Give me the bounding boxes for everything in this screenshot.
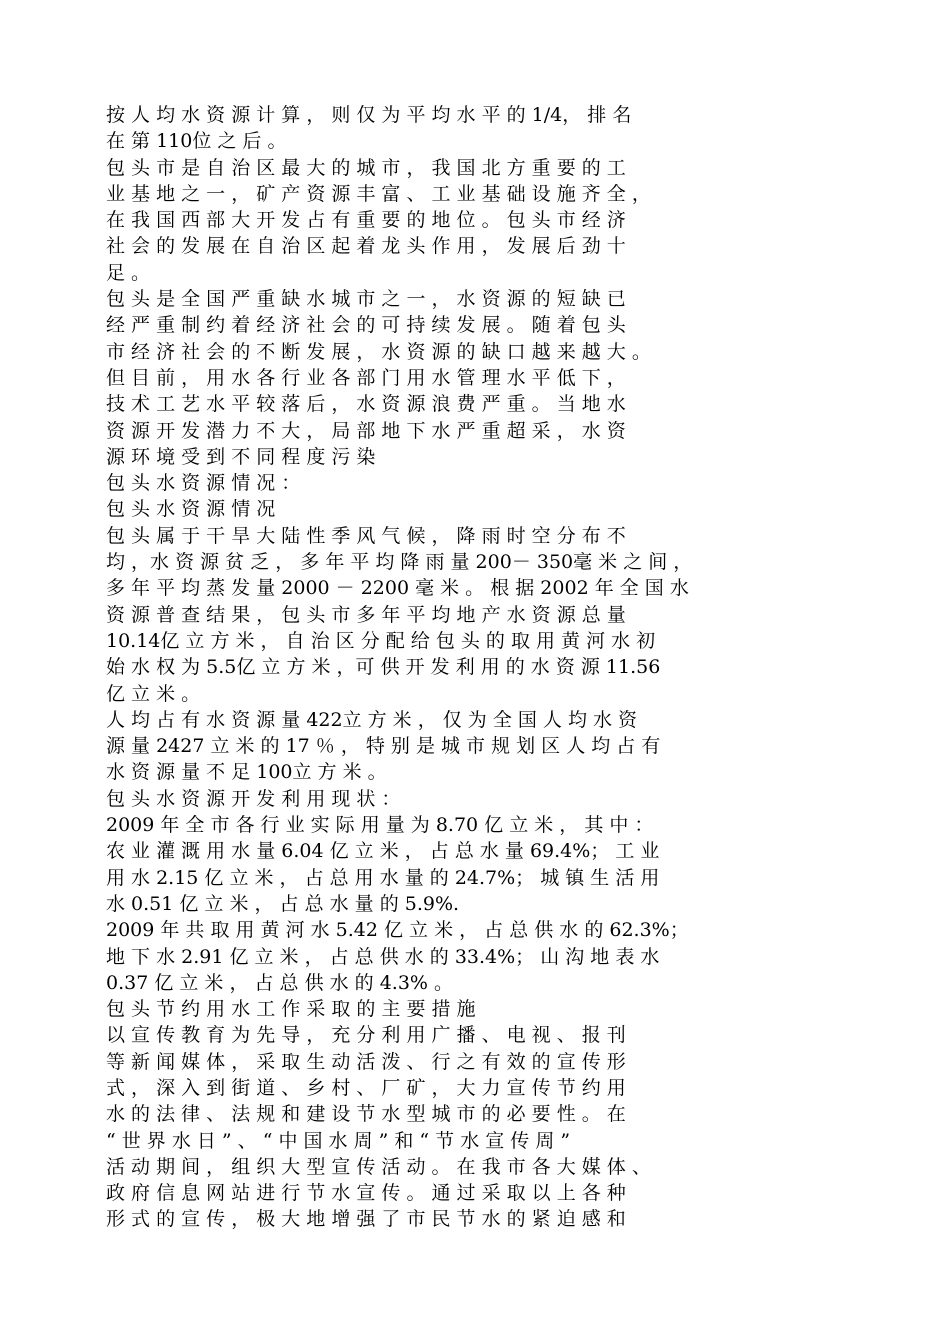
text-line: 活 动 期 间 ， 组 织 大 型 宣 传 活 动 。 在 我 市 各 大 媒 体 、 bbox=[106, 1155, 651, 1178]
text-line: 农 业 灌 溉 用 水 量 6.04 亿 立 米 ， 占 总 水 量 69.4%； 工 业 bbox=[106, 840, 660, 863]
document-body-text bbox=[106, 102, 866, 1233]
text-line: 人 均 占 有 水 资 源 量 422立 方 米 ， 仅 为 全 国 人 均 水 资 bbox=[106, 708, 638, 731]
text-line: 多 年 平 均 蒸 发 量 2000 － 2200 毫 米 。 根 据 2002 年 全 国 水 bbox=[106, 577, 689, 600]
text-line: 包 头 市 是 自 治 区 最 大 的 城 市 ， 我 国 北 方 重 要 的 工 bbox=[106, 156, 626, 179]
text-line: 在 第 110位 之 后 。 bbox=[106, 130, 287, 153]
text-line: 始 水 权 为 5.5亿 立 方 米 ，可 供 开 发 利 用 的 水 资 源 11.56 bbox=[106, 656, 661, 679]
text-line: 市 经 济 社 会 的 不 断 发 展 ， 水 资 源 的 缺 口 越 来 越 大 。 bbox=[106, 340, 651, 363]
text-line: 均 ，水 资 源 贫 乏 ， 多 年 平 均 降 雨 量 200－ 350毫 米 之 间 ， bbox=[106, 551, 693, 574]
text-line: “ 世 界 水 日 ” 、 “ 中 国 水 周 ” 和 “ 节 水 宣 传 周 ” bbox=[106, 1129, 571, 1152]
text-line: 足 。 bbox=[106, 261, 151, 284]
text-line: 用 水 2.15 亿 立 米 ， 占 总 用 水 量 的 24.7%； 城 镇 生 活 用 bbox=[106, 866, 660, 889]
text-line: 10.14亿 立 方 米 ， 自 治 区 分 配 给 包 头 的 取 用 黄 河 水 初 bbox=[106, 629, 656, 652]
text-line: 亿 立 米 。 bbox=[106, 682, 201, 705]
text-line: 水 的 法 律 、 法 规 和 建 设 节 水 型 城 市 的 必 要 性 。 在 bbox=[106, 1103, 626, 1126]
section-heading: 包 头 水 资 源 开 发 利 用 现 状 ： bbox=[106, 787, 401, 810]
text-line: 包 头 是 全 国 严 重 缺 水 城 市 之 一 ， 水 资 源 的 短 缺 已 bbox=[106, 288, 626, 311]
text-line: 按 人 均 水 资 源 计 算 ， 则 仅 为 平 均 水 平 的 1/4， 排 名 bbox=[106, 104, 632, 126]
text-line: 经 严 重 制 约 着 经 济 社 会 的 可 持 续 发 展 。 随 着 包 头 bbox=[106, 314, 626, 337]
section-heading: 包 头 水 资 源 情 况 bbox=[106, 498, 276, 521]
text-line: 但 目 前 ， 用 水 各 行 业 各 部 门 用 水 管 理 水 平 低 下 ， bbox=[106, 366, 626, 389]
text-line: 源 量 2427 立 米 的 17 ％ ， 特 别 是 城 市 规 划 区 人 均 占 有 bbox=[106, 735, 661, 758]
text-line: 资 源 开 发 潜 力 不 大 ， 局 部 地 下 水 严 重 超 采 ， 水 资 bbox=[106, 419, 626, 442]
text-line: 技 术 工 艺 水 平 较 落 后 ， 水 资 源 浪 费 严 重 。 当 地 水 bbox=[106, 393, 626, 416]
text-line: 资 源 普 查 结 果 ， 包 头 市 多 年 平 均 地 产 水 资 源 总 量 bbox=[106, 603, 626, 626]
text-line: 等 新 闻 媒 体 ， 采 取 生 动 活 泼 、 行 之 有 效 的 宣 传 形 bbox=[106, 1050, 626, 1073]
text-line: 包 头 属 于 干 旱 大 陆 性 季 风 气 候 ， 降 雨 时 空 分 布 不 bbox=[106, 524, 626, 547]
text-line: 0.37 亿 立 米 ， 占 总 供 水 的 4.3% 。 bbox=[106, 971, 454, 994]
text-line: 源 环 境 受 到 不 同 程 度 污 染 bbox=[106, 445, 376, 468]
text-line: 地 下 水 2.91 亿 立 米 ， 占 总 供 水 的 33.4%； 山 沟 地 表 水 bbox=[106, 945, 660, 968]
text-line: 2009 年 全 市 各 行 业 实 际 用 量 为 8.70 亿 立 米 ， 其 中 ： bbox=[106, 814, 654, 837]
text-line: 水 0.51 亿 立 米 ， 占 总 水 量 的 5.9%. bbox=[106, 892, 460, 915]
text-line: 社 会 的 发 展 在 自 治 区 起 着 龙 头 作 用 ， 发 展 后 劲 十 bbox=[106, 235, 626, 258]
text-line: 在 我 国 西 部 大 开 发 占 有 重 要 的 地 位 。 包 头 市 经 济 bbox=[106, 209, 626, 232]
text-line: 以 宣 传 教 育 为 先 导 ， 充 分 利 用 广 播 、 电 视 、 报 刊 bbox=[106, 1024, 626, 1047]
text-line: 式 ， 深 入 到 街 道 、 乡 村 、 厂 矿 ， 大 力 宣 传 节 约 用 bbox=[106, 1076, 626, 1099]
text-line: 水 资 源 量 不 足 100立 方 米 。 bbox=[106, 761, 387, 784]
text-line: 形 式 的 宣 传 ， 极 大 地 增 强 了 市 民 节 水 的 紧 迫 感 和 bbox=[106, 1208, 626, 1231]
text-line: 政 府 信 息 网 站 进 行 节 水 宣 传 。 通 过 采 取 以 上 各 种 bbox=[106, 1182, 626, 1205]
text-line: 2009 年 共 取 用 黄 河 水 5.42 亿 立 米 ， 占 总 供 水 的 62.3%； bbox=[106, 919, 689, 942]
text-line: 业 基 地 之 一 ， 矿 产 资 源 丰 富 、 工 业 基 础 设 施 齐 全 ， bbox=[106, 182, 651, 205]
section-heading: 包 头 水 资 源 情 况 ： bbox=[106, 472, 301, 495]
section-heading: 包 头 节 约 用 水 工 作 采 取 的 主 要 措 施 bbox=[106, 998, 476, 1021]
